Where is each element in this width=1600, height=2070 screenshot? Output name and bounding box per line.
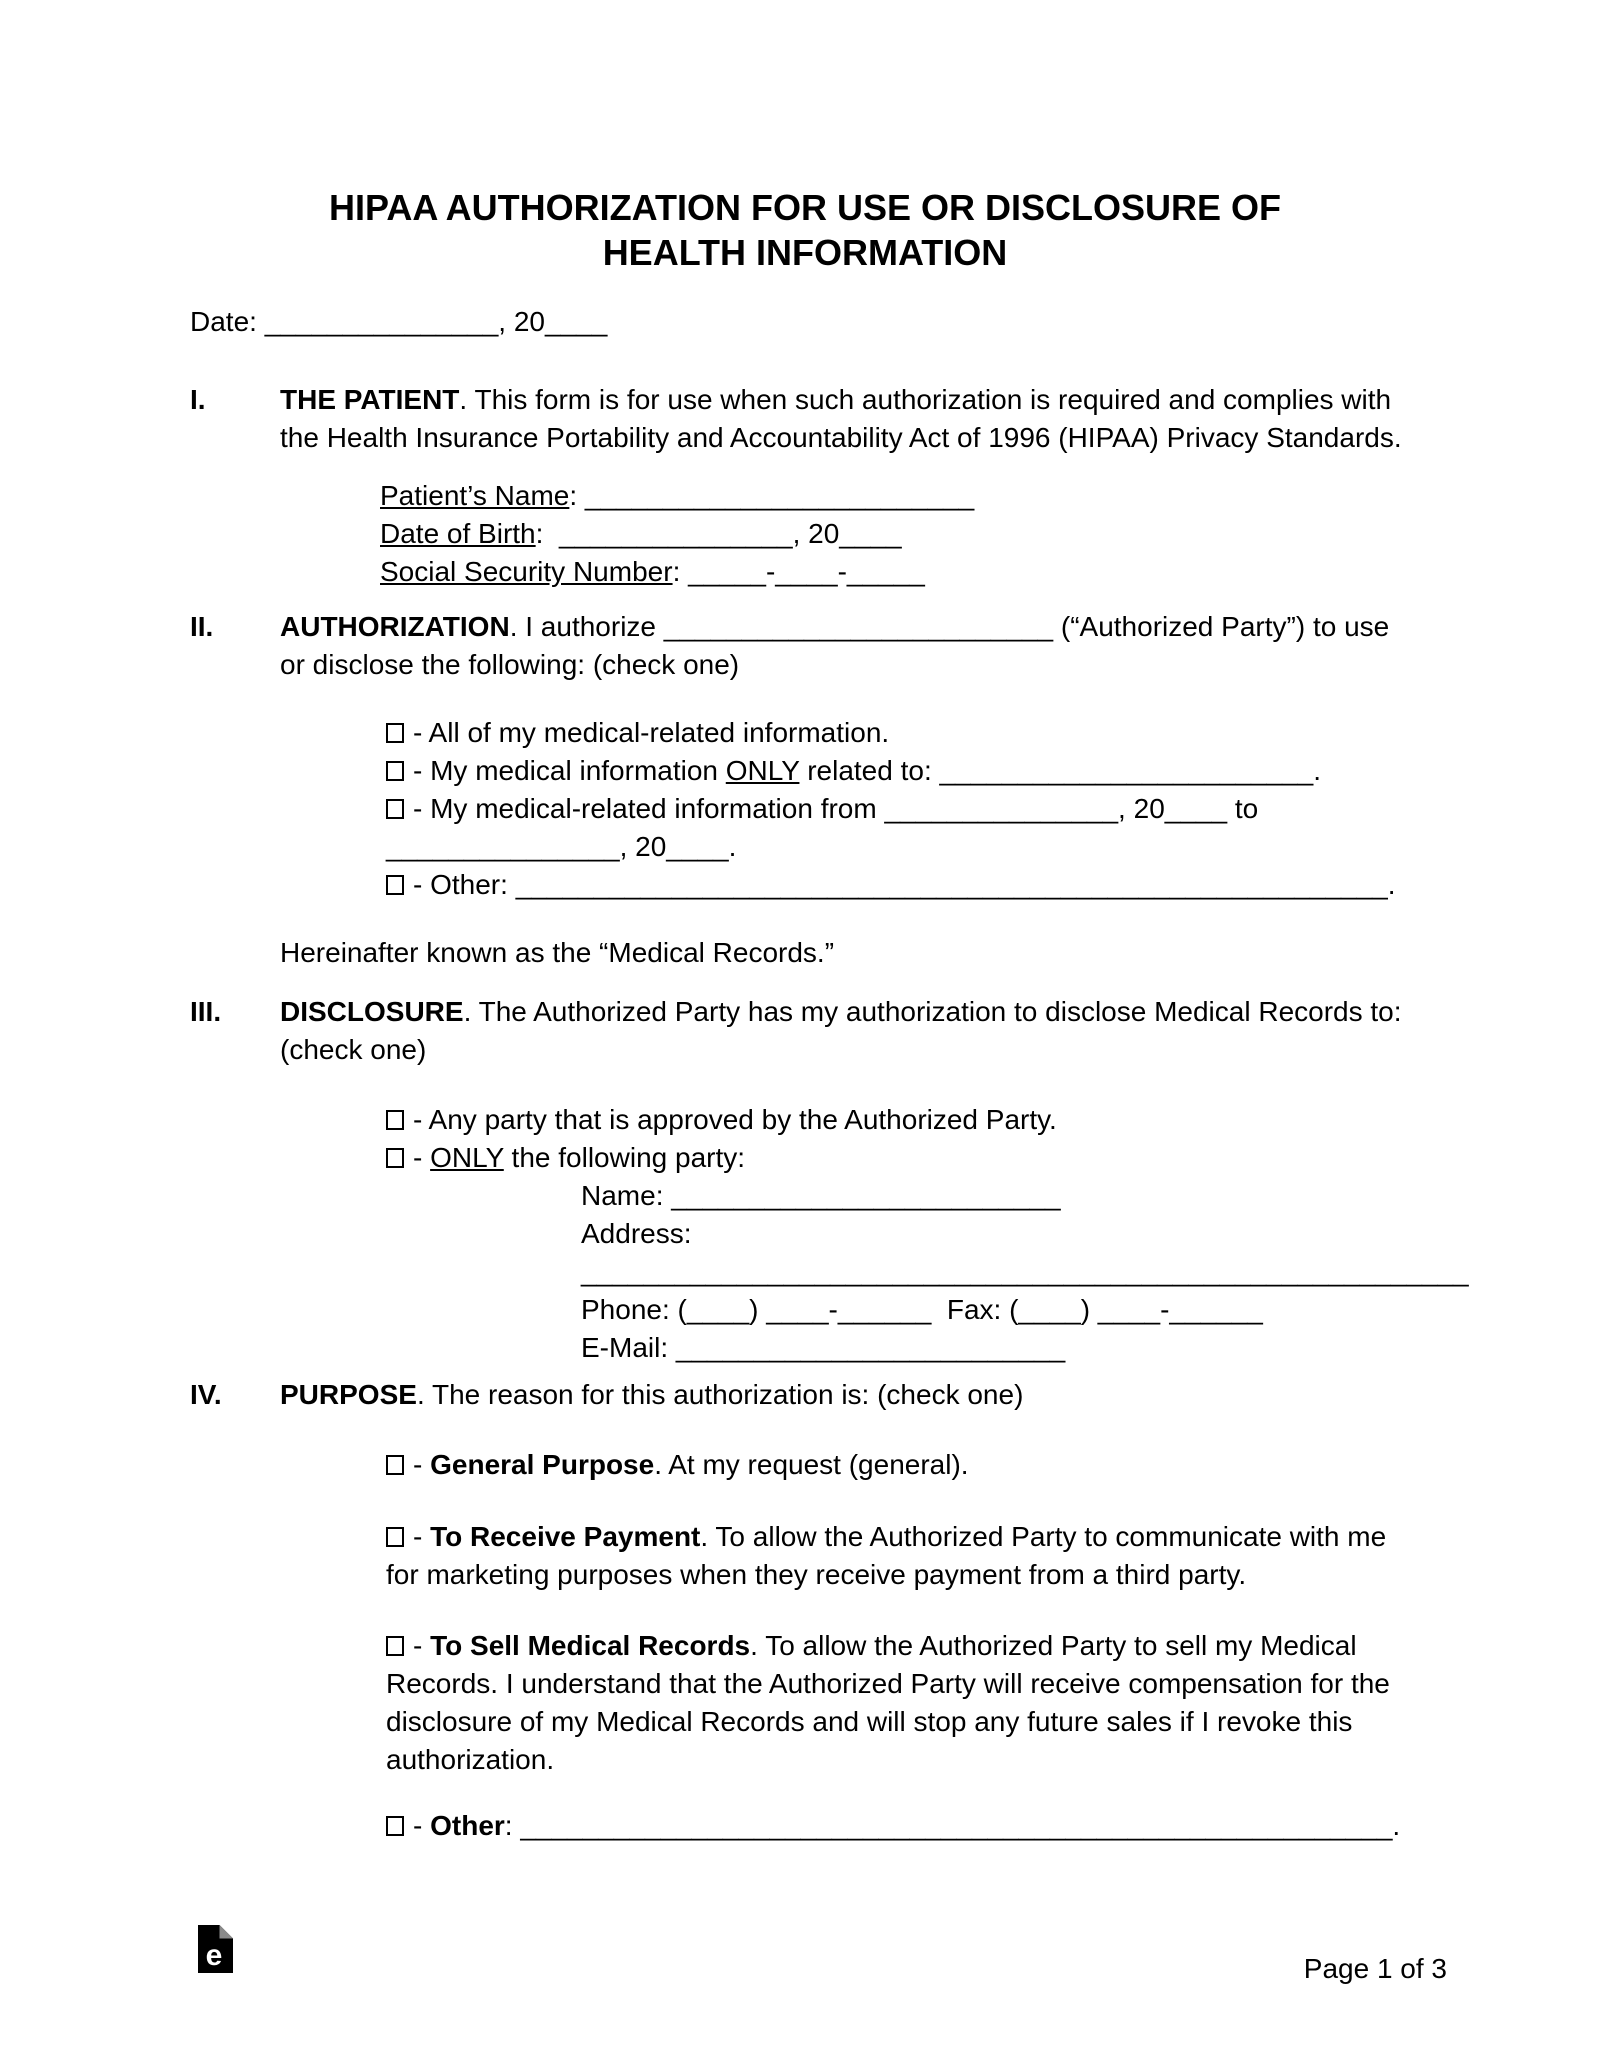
checkbox-other-authorization[interactable]	[386, 875, 404, 895]
section-disclosure	[190, 993, 1469, 1367]
logo-letter: e	[205, 1939, 223, 1972]
section-iv-heading: PURPOSE	[280, 1379, 417, 1410]
option-dash: -	[413, 1521, 431, 1552]
checkbox-only-related-to[interactable]	[386, 761, 404, 781]
checkbox-general-purpose[interactable]	[386, 1455, 404, 1475]
ssn-label: Social Security Number	[380, 556, 673, 587]
option-label: - Any party that is approved by the Authorized Party.	[413, 1104, 1057, 1135]
section-iii-heading: DISCLOSURE	[280, 996, 464, 1027]
section-purpose	[190, 1376, 1420, 1845]
option-date-range	[386, 790, 1420, 866]
section-i-numeral: I.	[190, 384, 206, 415]
option-bold-label: To Receive Payment	[430, 1521, 701, 1552]
option-label-blank[interactable]: related to: ________________________.	[799, 755, 1322, 786]
ssn-blank[interactable]: : _____-____-_____	[672, 556, 925, 587]
form-title-line1: HIPAA AUTHORIZATION FOR USE OR DISCLOSURE OF	[329, 187, 1281, 228]
option-sell-medical-records	[386, 1627, 1420, 1779]
section-ii-numeral: II.	[190, 611, 214, 642]
patient-name-label: Patient’s Name	[380, 480, 570, 511]
section-ii-heading: AUTHORIZATION	[280, 611, 510, 642]
only-underlined: ONLY	[725, 755, 800, 786]
section-iv-numeral: IV.	[190, 1379, 222, 1410]
option-only-related-to	[386, 752, 1420, 790]
date-field[interactable]: Date: _______________, 20____	[190, 306, 608, 337]
page-number: Page 1 of 3	[1303, 1953, 1447, 1984]
section-iii-body: . The Authorized Party has my authorization to disclose Medical Records to: (check one)	[280, 996, 1410, 1065]
checkbox-sell-medical-records[interactable]	[386, 1636, 404, 1656]
authorized-party-blank[interactable]: _________________________	[663, 611, 1054, 642]
section-i-body: . This form is for use when such authorization is required and complies with the Health Insurance Portability and Accountability Act of 1996 (HIPAA) Privacy Standards.	[280, 384, 1402, 453]
checkbox-all-medical-info[interactable]	[386, 723, 404, 743]
date-of-birth-blank[interactable]: : _______________, 20____	[535, 518, 902, 549]
option-label: . To allow the Authorized Party to sell my Medical Records. I understand that the Authorized Party will receive compensation for the disclosure of my Medical Records and will stop any future sales if I revoke this authorization.	[386, 1630, 1398, 1775]
option-label: - My medical information	[413, 755, 726, 786]
party-contact-fields	[581, 1177, 1469, 1367]
date-of-birth-field[interactable]	[380, 515, 1420, 553]
option-label: . At my request (general).	[654, 1449, 969, 1480]
checkbox-date-range[interactable]	[386, 799, 404, 819]
section-authorization	[190, 608, 1420, 972]
authorization-options	[386, 714, 1420, 904]
form-title	[190, 185, 1420, 275]
option-bold-label: Other	[430, 1810, 505, 1841]
section-iii-paragraph	[280, 993, 1469, 1069]
section-i-paragraph	[280, 381, 1420, 457]
option-label-blank[interactable]: - My medical-related information from _______________, 20____ to _______________, 20____.	[386, 793, 1266, 862]
document-icon	[198, 1925, 233, 1973]
option-label: the following party:	[503, 1142, 746, 1173]
party-email-field[interactable]: E-Mail: _________________________	[581, 1332, 1066, 1363]
option-dash: -	[413, 1810, 431, 1841]
party-name-field[interactable]: Name: _________________________	[581, 1180, 1061, 1211]
patient-name-blank[interactable]: : _________________________	[569, 480, 975, 511]
form-title-line2: HEALTH INFORMATION	[602, 232, 1008, 273]
option-other-purpose	[386, 1807, 1420, 1845]
option-only-party	[386, 1139, 1469, 1177]
checkbox-only-party[interactable]	[386, 1148, 404, 1168]
patient-name-field[interactable]	[380, 477, 1420, 515]
section-i-heading: THE PATIENT	[280, 384, 460, 415]
only-underlined: ONLY	[430, 1142, 504, 1173]
checkbox-receive-payment[interactable]	[386, 1527, 404, 1547]
section-iv-body: . The reason for this authorization is: (check one)	[416, 1379, 1024, 1410]
party-phone-fax-field[interactable]: Phone: (____) ____-______ Fax: (____) ____-______	[581, 1294, 1263, 1325]
hereinafter-note: Hereinafter known as the “Medical Records.”	[280, 937, 835, 968]
option-label-blank[interactable]: - Other: ________________________________________________________.	[413, 869, 1396, 900]
disclosure-options	[386, 1101, 1469, 1367]
option-general-purpose	[386, 1446, 1420, 1484]
checkbox-other-purpose[interactable]	[386, 1816, 404, 1836]
option-all-medical-info	[386, 714, 1420, 752]
eforms-logo	[198, 1925, 233, 1983]
option-label-blank[interactable]: : ________________________________________________________.	[504, 1810, 1401, 1841]
section-iii-numeral: III.	[190, 996, 222, 1027]
checkbox-any-party[interactable]	[386, 1110, 404, 1130]
section-ii-paragraph	[280, 608, 1420, 684]
date-of-birth-label: Date of Birth	[380, 518, 536, 549]
option-label: . To allow the Authorized Party to communicate with me for marketing purposes when they receive payment from a third party.	[386, 1521, 1394, 1590]
option-bold-label: To Sell Medical Records	[430, 1630, 751, 1661]
option-bold-label: General Purpose	[430, 1449, 655, 1480]
patient-fields	[380, 477, 1420, 591]
party-address-field[interactable]: Address: _________________________________________________________	[581, 1218, 1469, 1287]
option-receive-payment	[386, 1518, 1420, 1594]
option-dash: -	[413, 1449, 431, 1480]
option-dash: -	[413, 1630, 431, 1661]
section-the-patient	[190, 381, 1420, 591]
option-label: - All of my medical-related information.	[413, 717, 890, 748]
ssn-field[interactable]	[380, 553, 1420, 591]
option-any-party	[386, 1101, 1469, 1139]
section-ii-body-pre: . I authorize	[509, 611, 664, 642]
option-other-authorization	[386, 866, 1420, 904]
option-label: -	[413, 1142, 431, 1173]
section-iv-paragraph	[280, 1376, 1420, 1414]
section-ii-body-post: (“Authorized Party”) to use or disclose the following: (check one)	[280, 611, 1397, 680]
